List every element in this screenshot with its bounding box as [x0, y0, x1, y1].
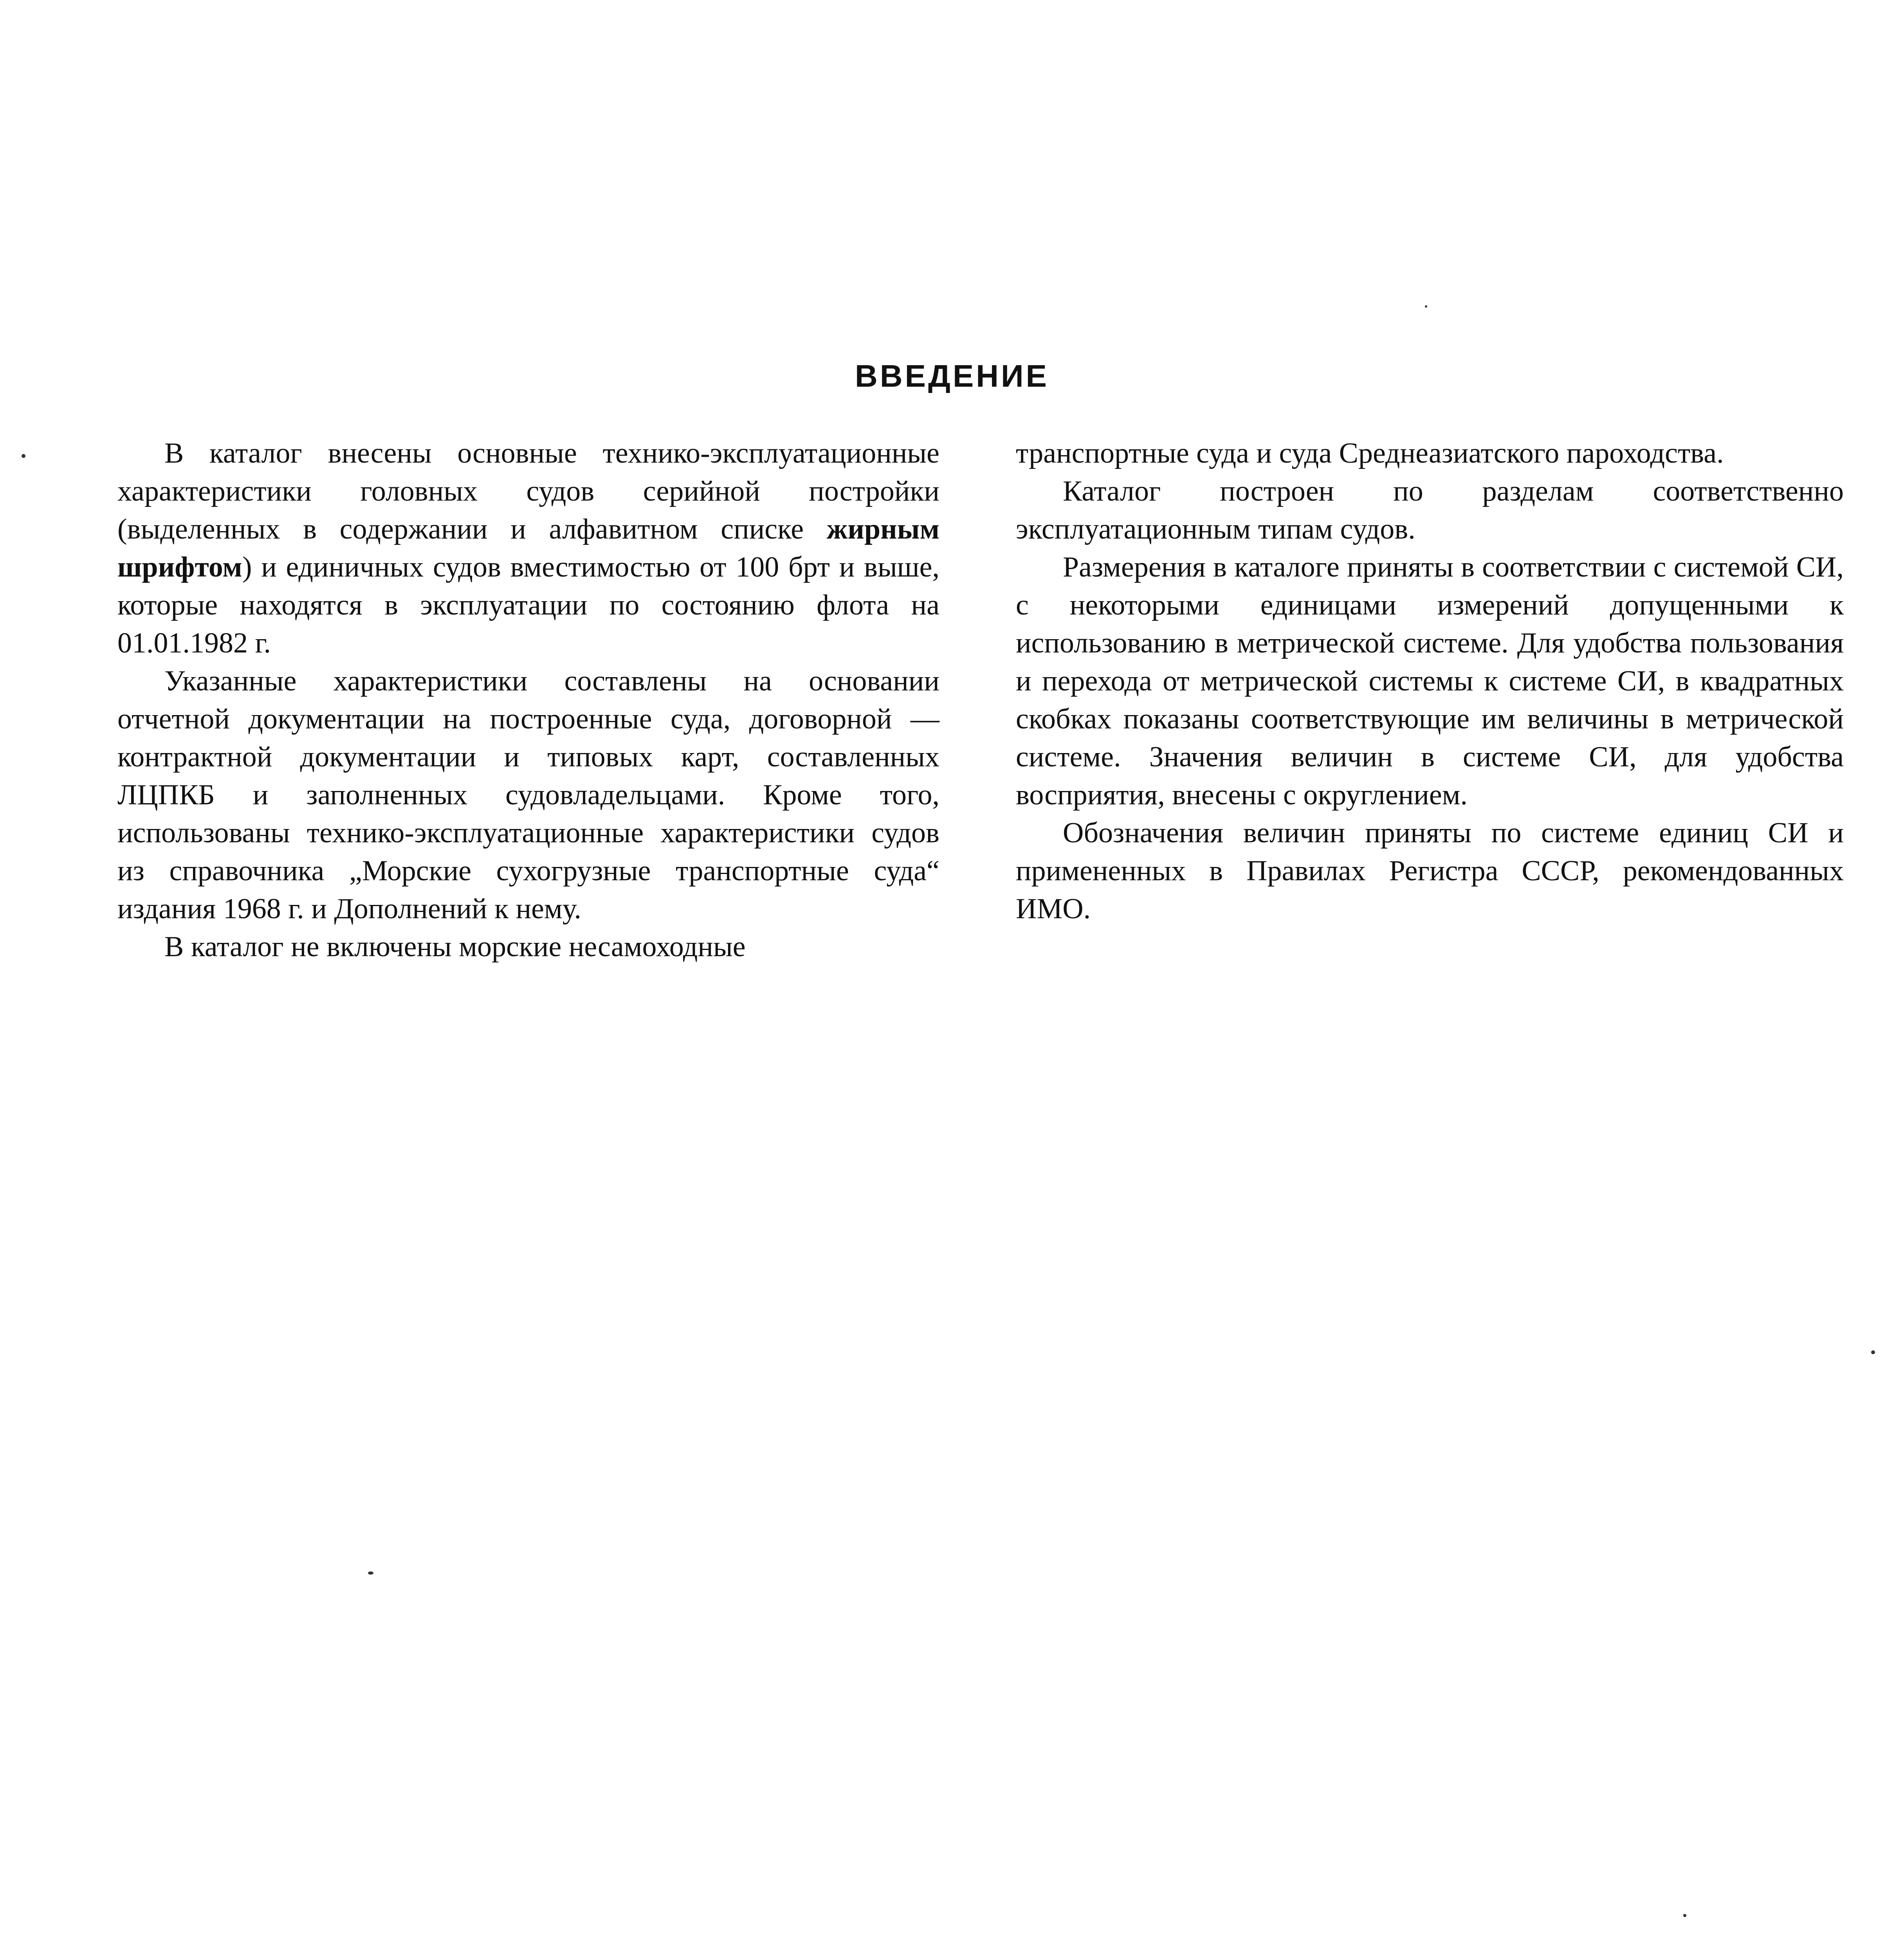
paragraph-2: Указанные характеристики составлены на основании отчетной документации на построенные суда, договорной — контрактной документации и типовых карт, составленных ЛЦПКБ и заполненных судовладельцами. Кроме того, использованы технико-эксплуатационные характеристики судов из справочника „Морские сухогрузные транспортные суда“ издания 1968 г. и Дополнений к нему. — [117, 665, 939, 925]
paragraph-5: Размерения в каталоге приняты в соответствии с системой СИ, с некоторыми единицами измерений допущенными к использованию в метрической системе. Для удобства пользования и перехода от метрической системы к системе СИ, в квадратных скобках показаны соответствующие им величины в метрической системе. Значения величин в системе СИ, для удобства восприятия, внесены с округлением. — [1016, 551, 1844, 811]
paragraph-1-bold: жирным шрифтом — [117, 513, 939, 583]
paragraph-6: Обозначения величин приняты по системе единиц СИ и примененных в Правилах Регистра СССР, рекомендованных ИМО. — [1016, 817, 1844, 925]
paragraph-1-start: В каталог внесены основные технико-эксплуатационные характеристики головных судов серийной постройки (выделенных в содержании и алфавитном списке — [117, 437, 939, 545]
right-column — [1016, 434, 1844, 928]
paragraph-4: Каталог построен по разделам соответственно эксплуатационным типам судов. — [1016, 475, 1844, 545]
paragraph-3: В каталог не включены морские несамоходные — [164, 931, 746, 963]
scan-speck — [368, 1571, 373, 1575]
scan-speck — [22, 454, 25, 458]
page-title: ВВЕДЕНИЕ — [855, 359, 1049, 393]
left-column — [117, 434, 939, 966]
scan-speck — [1871, 1350, 1875, 1354]
paragraph-1 — [117, 434, 939, 662]
scan-speck — [1683, 1914, 1686, 1917]
paragraph-3-continued: транспортные суда и суда Среднеазиатского пароходства. — [1016, 437, 1724, 469]
paragraph-1-end: ) и единичных судов вместимостью от 100 брт и выше, которые находятся в эксплуатации по состоянию флота на 01.01.1982 г. — [117, 551, 939, 659]
scan-speck — [1425, 305, 1427, 308]
